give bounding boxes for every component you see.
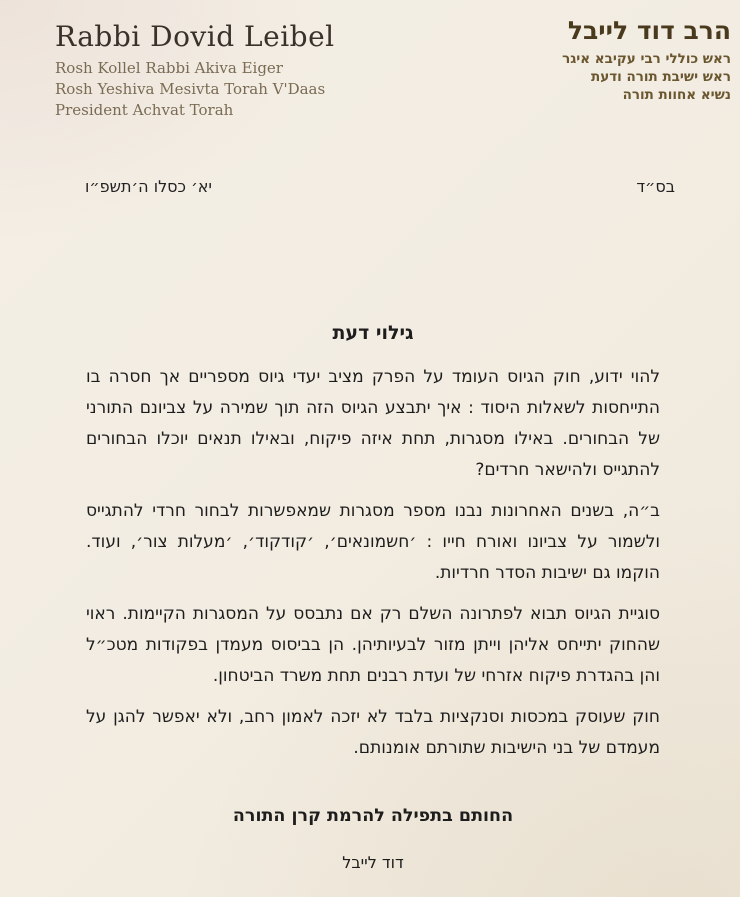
letterhead-hebrew-title-line: ראש ישיבת תורה ודעת (591, 69, 731, 85)
letterhead-english-titles (55, 58, 335, 121)
hebrew-date: יא׳ כסלו ה׳תשפ״ו (85, 177, 213, 196)
signature-name: דוד לייבל (342, 853, 404, 872)
letterhead-hebrew-titles (562, 50, 731, 104)
letter-paragraph: סוגיית הגיוס תבוא לפתרונה השלם רק אם נתבסס על המסגרות הקיימות. ראוי שהחוק יתייחס אליהן וייתן מזור לבעיותיהן. הן בביסוס מעמדן בפקודות מטכ״ל והן בהגדרת פיקוח אזרחי של ועדת רבנים תחת משרד הביטחון. (86, 604, 660, 686)
letter-paragraph: להוי ידוע, חוק הגיוס העומד על הפרק מציב יעדי גיוס מספריים אך חסרה בו התייחסות לשאלות היסוד : איך יתבצע הגיוס הזה תוך שמירה על צביונם התורני של הבחורים. באילו מסגרות, תחת איזה פיקוח, ובאילו תנאים יוכלו הבחורים להתגייס ולהישאר חרדים? (86, 367, 660, 480)
letterhead-english (55, 20, 335, 121)
letterhead-hebrew-title-line: נשיא אחוות תורה (622, 87, 731, 103)
letterhead-english-name: Rabbi Dovid Leibel (55, 20, 335, 53)
letterhead-english-title-line: Rosh Yeshiva Mesivta Torah V'Daas (55, 80, 326, 98)
dateline (0, 177, 740, 199)
letter-title: גילוי דעת (332, 322, 414, 344)
letter-paragraph: ב״ה, בשנים האחרונות נבנו מספר מסגרות שמאפשרות לבחור חרדי להתגייס ולשמור על צביונו ואורח חייו : ׳חשמונאים׳, ׳קודקוד׳, ׳מעלות צור׳, ועוד. הוקמו גם ישיבות הסדר חרדיות. (86, 501, 660, 583)
bsd-mark: בס״ד (636, 177, 675, 196)
letterhead-english-title-line: Rosh Kollel Rabbi Akiva Eiger (55, 59, 283, 77)
closing-line: החותם בתפילה להרמת קרן התורה (232, 806, 514, 826)
letterhead-hebrew-title-line: ראש כוללי רבי עקיבא איגר (562, 51, 731, 67)
letterhead-hebrew (562, 16, 731, 104)
letter-body (86, 320, 660, 878)
letter-paragraph: חוק שעוסק במכסות וסנקציות בלבד לא יזכה לאמון רחב, ולא יאפשר להגן על מעמדם של בני הישיבות שתורתם אומנותם. (86, 707, 660, 758)
letterhead-english-title-line: President Achvat Torah (55, 101, 234, 119)
letterhead-hebrew-name: הרב דוד לייבל (567, 16, 731, 45)
